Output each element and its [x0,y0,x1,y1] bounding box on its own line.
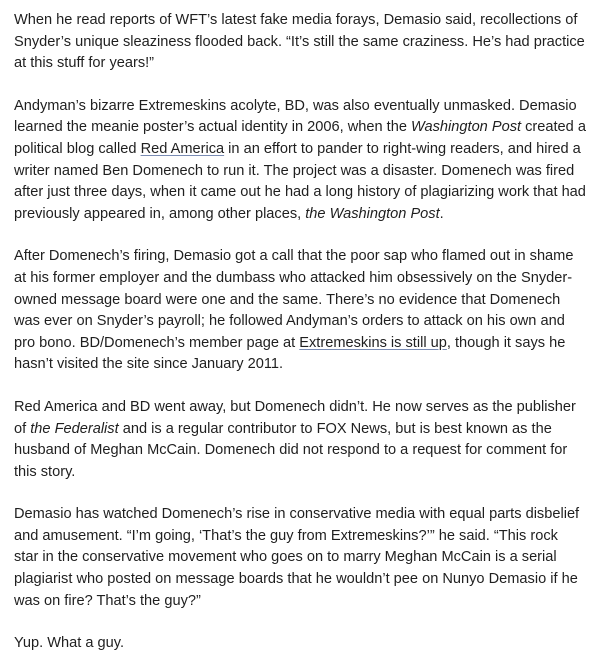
italic-the-federalist: the Federalist [30,420,119,437]
paragraph-firing [14,246,586,376]
italic-washington-post: Washington Post [411,119,522,136]
paragraph-text: Demasio has watched Domenech’s rise in conservative media with equal parts disbelief and amusement. “I’m going, ‘That’s the guy from Extremeskins?’” he said. “This rock star in the conservative movement who goes on to marry Meghan McCain is a serial plagiarist who posted on message boards that he wouldn’t pee on Nunyo Demasio if he was on fire? That’s the guy?” [14,506,580,609]
paragraph-text: in an effort to pander to right-wing readers, and hired a writer named Ben Domenech to run it. The project was a disaster. Domenech was fired after just three days, when it came out he had a long history of plagiarizing work that had previously appeared in, among other places, [14,140,586,222]
link-red-america[interactable]: Red America [140,140,225,157]
paragraph-quote [14,504,586,612]
paragraph-text: Andyman’s bizarre Extremeskins acolyte, BD, was also eventually unmasked. Demasio learned the meanie poster’s actual identity in 2006, when the [14,97,577,136]
italic-the-washington-post: the Washington Post [305,205,440,222]
paragraph-text: Yup. What a guy. [14,635,125,652]
paragraph-red-america [14,397,586,483]
paragraph-text: . [439,205,444,222]
paragraph-text: and is a regular contributor to FOX News, but is best known as the husband of Meghan McCain. Domenech did not respond to a request for comment for this story. [14,420,568,480]
paragraph-text: When he read reports of WFT’s latest fake media forays, Demasio said, recollections of Snyder’s unique sleaziness flooded back. “It’s still the same craziness. He’s had practice at this stuff for years!” [14,12,585,72]
paragraph-recollections [14,10,586,75]
paragraph-text: Red America and BD went away, but Domenech didn’t. He now serves as the publisher of [14,398,576,437]
link-extremeskins-still-up[interactable]: Extremeskins is still up [299,334,447,351]
paragraph-text: created a political blog called [14,119,586,157]
paragraph-unmasked [14,96,586,226]
paragraph-text: After Domenech’s firing, Demasio got a call that the poor sap who flamed out in shame at his former employer and the dumbass who attacked him obsessively on the Snyder-owned message board were one and the same. There’s no evidence that Domenech was ever on Snyder’s payroll; he followed Andyman’s orders to attack on his own and pro bono. BD/Domenech’s member page at [14,248,574,351]
paragraph-closing [14,633,586,655]
paragraph-text: , though it says he hasn’t visited the site since January 2011. [14,334,566,373]
